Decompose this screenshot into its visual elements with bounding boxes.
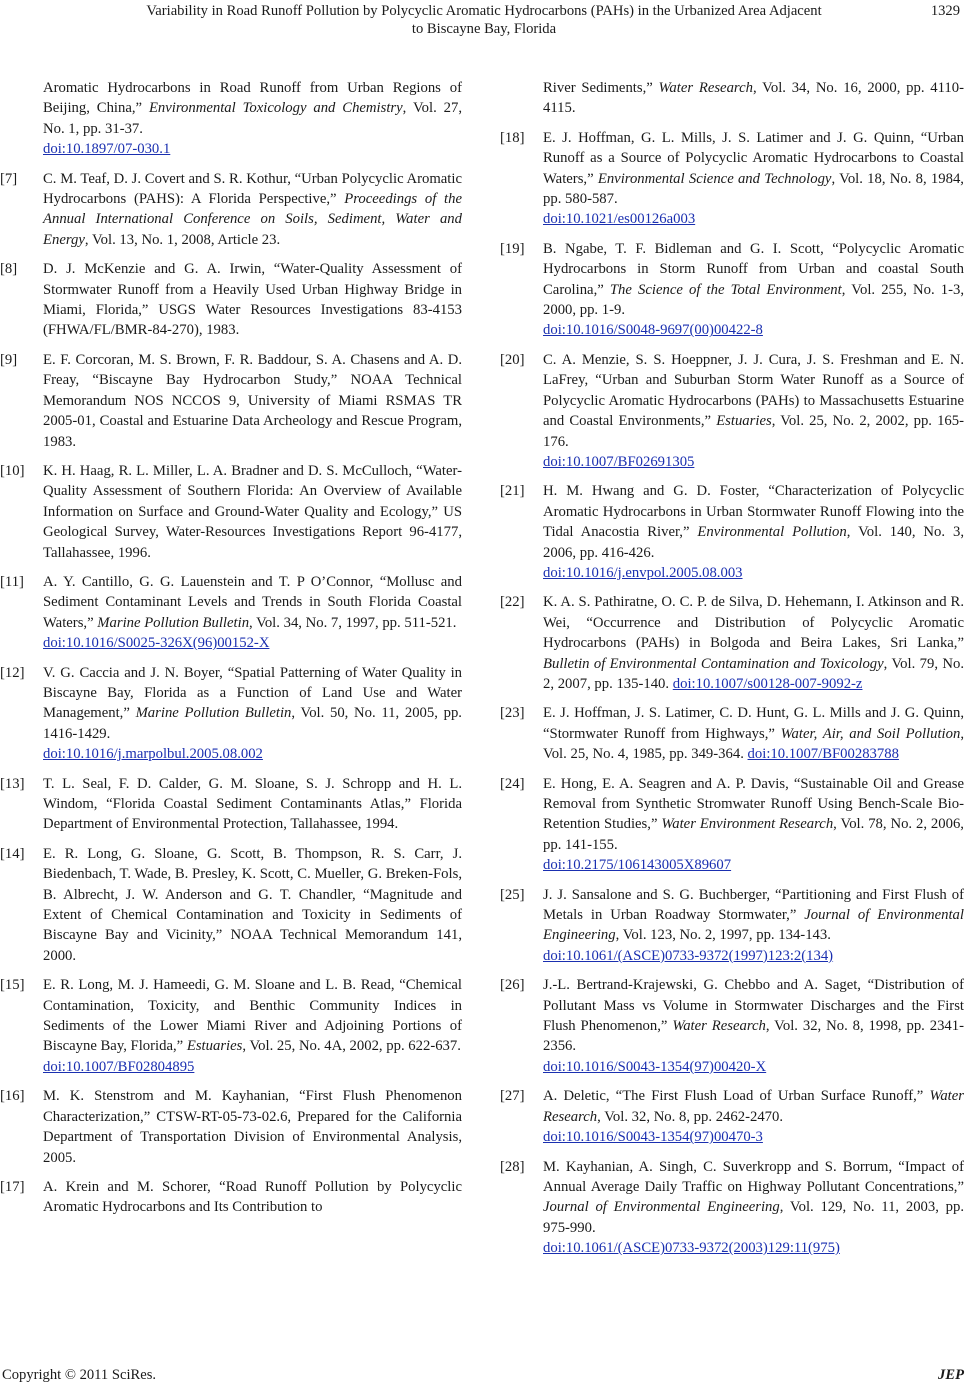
ref-details: , Vol. 34, No. 7, 1997, pp. 511-521. [249, 614, 457, 631]
running-title-line-1: Variability in Road Runoff Pollution by Polycyclic Aromatic Hydrocarbons (PAHs) in the Urbanized Area Adjacent [146, 3, 822, 19]
reference-body [43, 1086, 462, 1168]
reference-number: [17] [0, 1178, 25, 1195]
ref-details: , Vol. 140, No. 3, 2006, pp. 416-426. [543, 524, 964, 561]
ref-details: , Vol. 255, No. 1-3, 2000, pp. 1-9. [543, 281, 965, 319]
ref-journal: Journal of Environmental Engineering [543, 907, 964, 944]
reference-body [43, 844, 462, 966]
ref-text: E. F. Corcoran, M. S. Brown, F. R. Baddour, S. A. Chasens and A. D. Freay, “Biscayne Bay Hydrocarbon Study,” NOAA Technical Memorandum NOS NCCOS 9, University of Miami RSMAS TR 2005-01, Coastal and Estuarine Data Archeology and Rescue Program, 1983. [43, 351, 462, 450]
ref-text: H. M. Hwang and G. D. Foster, “Characterization of Polycyclic Aromatic Hydrocarbons in Urban Stormwater Runoff Flowing into the Tidal Anacostia River,” [543, 483, 964, 541]
reference-body [43, 461, 462, 563]
ref-text: E. Hong, E. A. Seagren and A. P. Davis, “Sustainable Oil and Grease Removal from Synthetic Stromwater Runoff Using Bench-Scale Bio-Retention Studies,” [543, 775, 964, 833]
right-reference-list [500, 128, 964, 1259]
reference-number: [25] [500, 886, 525, 903]
reference-entry [500, 703, 964, 764]
ref-text: K. H. Haag, R. L. Miller, L. A. Bradner and D. S. McCulloch, “Water-Quality Assessment of Southern Florida: An Overview of Available Information on Surface and Ground-Water Quality and Ecology,” US Geological Survey, Water-Resources Investigations Report 96-4177, Tallahassee, 1996. [43, 462, 462, 561]
ref-details: , Vol. 78, No. 2, 2006, pp. 141-155. [543, 816, 964, 853]
ref-text: M. Kayhanian, A. Singh, C. Suverkropp and S. Borrum, “Impact of Annual Average Daily Traffic on Highway Pollutant Concentrations,” [543, 1158, 964, 1195]
reference-entry [0, 461, 462, 563]
reference-entry [0, 1177, 462, 1218]
ref-text: D. J. McKenzie and G. A. Irwin, “Water-Quality Assessment of Stormwater Runoff from a Heavily Used Urban Highway Bridge in Miami, Florida,” USGS Water Resources Investigations 83-4153 (FHWA/FL/BMR-84-270), 1983. [43, 261, 462, 339]
ref-text: K. A. S. Pathiratne, O. C. P. de Silva, D. Hehemann, I. Atkinson and R. Wei, “Occurrence and Distribution of Polycyclic Aromatic Hydrocarbons (PAHs) in Bolgoda and Beira Lakes, Sri Lanka,” [543, 594, 964, 652]
reference-body [543, 128, 964, 230]
ref-journal: Water Research [658, 80, 753, 96]
ref-details: , Vol. 123, No. 2, 1997, pp. 134-143. [615, 927, 831, 944]
reference-number: [13] [0, 775, 25, 792]
reference-continuation [0, 78, 462, 160]
reference-number: [7] [0, 170, 18, 187]
doi-link[interactable]: doi:10.1016/S0025-326X(96)00152-X [43, 635, 270, 652]
reference-number: [20] [500, 351, 525, 368]
ref-journal: Water Research [672, 1018, 766, 1035]
left-column [0, 78, 462, 1227]
reference-number: [9] [0, 351, 18, 368]
reference-entry [500, 885, 964, 967]
ref-journal: Water Research [543, 1088, 964, 1125]
ref-details: , Vol. 50, No. 11, 2005, pp. 1416-1429. [43, 705, 462, 742]
reference-entry [500, 774, 964, 876]
reference-entry [0, 169, 462, 251]
ref-journal: Water Environment Research [661, 816, 834, 833]
ref-text: C. A. Menzie, S. S. Hoeppner, J. J. Cura, J. S. Freshman and E. N. LaFrey, “Urban and Suburban Storm Water Runoff as a Source of Polycyclic Aromatic Hydrocarbons (PAHs) to Massachusetts Estuarine and Coastal Environments,” [543, 351, 964, 430]
ref-text: E. R. Long, M. J. Hameedi, G. M. Sloane and L. B. Read, “Chemical Contamination, Toxicity, and Benthic Community Indices in Sediments of the Lower Miami River and Adjoining Portions of Biscayne Bay, Florida,” [43, 977, 462, 1055]
reference-number: [18] [500, 129, 525, 146]
reference-body [543, 975, 964, 1077]
doi-link[interactable]: doi:10.1007/BF02691305 [543, 453, 695, 470]
ref-text: C. M. Teaf, D. J. Covert and S. R. Kothur, “Urban Polycyclic Aromatic Hydrocarbons (PAHS): A Florida Perspective,” [43, 170, 462, 208]
doi-link[interactable]: doi:10.2175/106143005X89607 [543, 857, 732, 874]
reference-number: [21] [500, 483, 525, 500]
reference-body [43, 663, 462, 765]
ref-text: M. K. Stenstrom and M. Kayhanian, “First Flush Phenomenon Characterization,” CTSW-RT-05-73-02.6, Prepared for the California Department of Transportation Division of Environmental Analysis, 2005. [43, 1088, 462, 1166]
ref-details: , Vol. 13, No. 1, 2008, Article 23. [84, 231, 281, 248]
reference-entry [0, 572, 462, 654]
reference-number: [10] [0, 462, 25, 479]
reference-body [543, 592, 964, 694]
ref-text: V. G. Caccia and J. N. Boyer, “Spatial Patterning of Water Quality in Biscayne Bay, Florida as a Function of Land Use and Water Management,” [43, 664, 462, 722]
left-reference-list [0, 169, 462, 1218]
reference-number: [8] [0, 261, 18, 278]
reference-body [543, 1086, 964, 1147]
doi-link[interactable]: doi:10.1016/j.envpol.2005.08.003 [543, 564, 743, 581]
ref-details: , Vol. 32, No. 8, 1998, pp. 2341-2356. [543, 1018, 964, 1055]
ref-journal: Marine Pollution Bulletin [135, 705, 292, 722]
doi-link[interactable]: doi:10.1007/s00128-007-9092-z [672, 675, 863, 692]
ref-text: J. J. Sansalone and S. G. Buchberger, “Partitioning and First Flush of Metals in Urban Roadway Stormwater,” [543, 886, 964, 924]
reference-entry [500, 350, 964, 472]
ref-text: A. Deletic, “The First Flush Load of Urban Surface Runoff,” [543, 1088, 930, 1105]
reference-continuation [500, 78, 964, 119]
ref-journal: Environmental Pollution [697, 524, 847, 541]
ref-text: B. Ngabe, T. F. Bidleman and G. I. Scott, “Polycyclic Aromatic Hydrocarbons in Storm Runoff from Urban and coastal South Carolina,” [543, 240, 964, 298]
copyright-notice: Copyright © 2011 SciRes. [2, 1367, 157, 1383]
reference-number: [16] [0, 1088, 25, 1105]
journal-abbreviation: JEP [938, 1367, 964, 1383]
ref-details: , Vol. 34, No. 16, 2000, pp. 4110-4115. [543, 80, 964, 117]
ref-journal: Environmental Toxicology and Chemistry [148, 100, 403, 117]
reference-body [543, 885, 964, 967]
reference-body [43, 572, 462, 654]
reference-entry [500, 1086, 964, 1147]
ref-journal: Estuaries [716, 413, 772, 430]
doi-link[interactable]: doi:10.1007/BF02804895 [43, 1058, 195, 1075]
reference-body [43, 975, 462, 1077]
ref-details: , Vol. 25, No. 4, 1985, pp. 349-364. [543, 725, 964, 763]
reference-entry [0, 975, 462, 1077]
ref-journal: Journal of Environmental Engineering [543, 1199, 780, 1216]
reference-number: [15] [0, 977, 25, 994]
reference-entry [500, 481, 964, 583]
reference-entry [500, 239, 964, 341]
doi-link[interactable]: doi:10.1016/S0043-1354(97)00470-3 [543, 1129, 763, 1146]
reference-number: [26] [500, 977, 525, 994]
reference-number: [23] [500, 705, 525, 722]
ref-details: , Vol. 25, No. 4A, 2002, pp. 622-637. [242, 1038, 461, 1055]
doi-link[interactable]: doi:10.1021/es00126a003 [543, 211, 696, 228]
ref-text: E. J. Hoffman, J. S. Latimer, C. D. Hunt, G. L. Mills and J. G. Quinn, “Stormwater Runoff from Highways,” [543, 705, 964, 742]
ref-details: , Vol. 25, No. 2, 2002, pp. 165-176. [543, 413, 964, 450]
doi-link[interactable]: doi:10.1016/j.marpolbul.2005.08.002 [43, 746, 263, 763]
reference-body [43, 169, 462, 251]
reference-body [543, 1157, 964, 1259]
reference-entry [0, 663, 462, 765]
reference-entry [500, 975, 964, 1077]
doi-link[interactable]: doi:10.1016/S0048-9697(00)00422-8 [543, 322, 763, 339]
reference-entry [500, 1157, 964, 1259]
ref-details: , Vol. 18, No. 8, 1984, pp. 580-587. [543, 170, 964, 208]
doi-link[interactable]: doi:10.1007/BF00283788 [747, 746, 899, 763]
reference-number: [24] [500, 775, 525, 792]
doi-link[interactable]: doi:10.1061/(ASCE)0733-9372(1997)123:2(134) [543, 947, 834, 964]
right-column [500, 78, 964, 1268]
reference-entry [500, 592, 964, 694]
ref-text: E. J. Hoffman, G. L. Mills, J. S. Latimer and J. G. Quinn, “Urban Runoff as a Source of Polycyclic Aromatic Hydrocarbons to Coastal Waters,” [543, 129, 964, 187]
ref-text: River Sediments,” [543, 80, 659, 96]
reference-entry [0, 1086, 462, 1168]
ref-text: J.-L. Bertrand-Krajewski, G. Chebbo and A. Saget, “Distribution of Pollutant Mass vs Volume in Stormwater Discharges and the First Flush Phenomenon,” [543, 977, 964, 1035]
reference-number: [11] [0, 573, 24, 590]
reference-body [543, 239, 964, 341]
ref-journal: Water, Air, and Soil Pollution [780, 725, 961, 742]
reference-entry [500, 128, 964, 230]
reference-entry [0, 844, 462, 966]
reference-entry [0, 774, 462, 835]
doi-link[interactable]: doi:10.1061/(ASCE)0733-9372(2003)129:11(975) [543, 1240, 840, 1257]
reference-body [43, 350, 462, 452]
reference-number: [12] [0, 664, 25, 681]
ref-details: , Vol. 27, No. 1, pp. 31-37. [43, 100, 462, 137]
ref-journal: Bulletin of Environmental Contamination and Toxicology [543, 655, 884, 672]
reference-body [43, 774, 462, 835]
running-title-line-2: to Biscayne Bay, Florida [411, 21, 557, 37]
ref-journal: The Science of the Total Environment [609, 281, 842, 298]
reference-body [43, 259, 462, 341]
ref-journal: Marine Pollution Bulletin [97, 614, 250, 631]
ref-details: , Vol. 79, No. 2, 2007, pp. 135-140. [543, 655, 964, 692]
ref-text: Aromatic Hydrocarbons in Road Runoff from Urban Regions of Beijing, China,” [43, 80, 462, 117]
running-header [0, 2, 968, 38]
reference-body [543, 703, 964, 764]
reference-entry [0, 350, 462, 452]
doi-link[interactable]: doi:10.1016/S0043-1354(97)00420-X [543, 1058, 767, 1075]
ref-details: , Vol. 129, No. 11, 2003, pp. 975-990. [543, 1199, 965, 1236]
reference-body [543, 481, 964, 583]
ref-journal: Environmental Science and Technology [597, 170, 832, 187]
reference-entry [0, 259, 462, 341]
reference-number: [28] [500, 1158, 525, 1175]
reference-body [543, 350, 964, 472]
ref-details: , Vol. 32, No. 8, pp. 2462-2470. [597, 1108, 784, 1125]
ref-text: T. L. Seal, F. D. Calder, G. M. Sloane, S. J. Schropp and H. L. Windom, “Florida Coastal Sediment Contaminants Atlas,” Florida Department of Environmental Protection, Tallahassee, 1994. [43, 775, 462, 833]
ref-journal: Proceedings of the Annual International Conference on Soils, Sediment, Water and Energy [43, 191, 462, 248]
reference-number: [19] [500, 240, 525, 257]
reference-number: [27] [500, 1088, 525, 1105]
reference-number: [14] [0, 845, 25, 862]
page-number: 1329 [930, 3, 960, 19]
ref-journal: Estuaries [186, 1038, 243, 1055]
doi-link[interactable]: doi:10.1897/07-030.1 [43, 141, 171, 158]
reference-body [543, 774, 964, 876]
ref-text: E. R. Long, G. Sloane, G. Scott, B. Thompson, R. S. Carr, J. Biedenbach, T. Wade, B. Presley, K. Scott, C. Mueller, G. Breken-Fols, B. Albrecht, J. W. Anderson and G. T. Chandler, “Magnitude and Extent of Chemical Contamination and Toxicity in Sediments of Biscayne Bay and Vicinity,” NOAA Technical Memorandum 141, 2000. [43, 845, 462, 964]
reference-number: [22] [500, 594, 525, 611]
reference-body [43, 1177, 462, 1218]
ref-text: A. Y. Cantillo, G. G. Lauenstein and T. P O’Connor, “Mollusc and Sediment Contaminant Levels and Trends in South Florida Coastal Waters,” [43, 573, 462, 631]
ref-text: A. Krein and M. Schorer, “Road Runoff Pollution by Polycyclic Aromatic Hydrocarbons and Its Contribution to [43, 1178, 462, 1216]
